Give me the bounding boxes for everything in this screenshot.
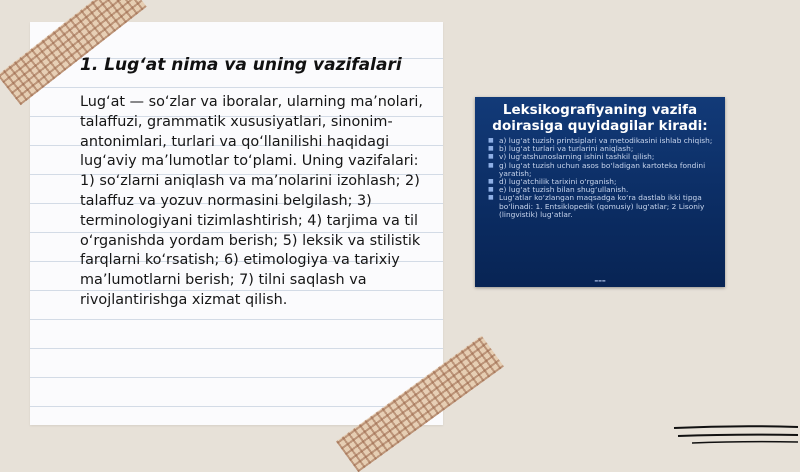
slide-bullet-item — [488, 193, 717, 219]
slide-footer-mark: ▬▬▬ — [594, 278, 606, 283]
slide-bullet-text: Lug‘atlar ko‘zlangan maqsadga ko‘ra dastlab ikki tipga bo‘linadi: 1. Entsiklopedik (qomusiy) lug‘atlar; 2 Lisoniy (lingvistik) lug‘atlar. — [499, 193, 705, 219]
decor-line-2 — [678, 435, 798, 436]
slide-title: Leksikografiyaning vazifa doirasiga quyidagilar kiradi: — [492, 102, 708, 134]
section-heading: 1. Lug‘at nima va uning vazifalari — [80, 55, 402, 75]
bullet-icon: ■ — [488, 194, 494, 202]
slide-bullet-text: v) lug‘atshunoslarning ishini tashkil qilish; — [499, 152, 655, 162]
slide-bullet-item — [488, 160, 717, 178]
bullet-icon: ■ — [488, 186, 494, 194]
decor-line-3 — [692, 442, 798, 443]
bullet-icon: ■ — [488, 161, 494, 169]
bullet-icon: ■ — [488, 137, 494, 144]
bullet-icon: ■ — [488, 153, 494, 161]
bullet-icon: ■ — [488, 145, 494, 153]
slide-bullet-text: b) lug‘at turlari va turlarini aniqlash; — [499, 144, 634, 154]
slide-bullet-text: e) lug‘at tuzish bilan shug‘ullanish. — [499, 185, 629, 195]
slide-bullet-text: d) lug‘atchilik tarixini o‘rganish; — [499, 177, 617, 187]
decor-line-1 — [674, 426, 798, 428]
bullet-icon: ■ — [488, 178, 494, 186]
definition-paragraph: Lug‘at — so‘zlar va iboralar, ularning ma’nolari, talaffuzi, grammatik xususiyatlari, sinonim-antonimlari, turlari va qo‘llanilishi haqidagi lug‘aviy ma’lumotlar to‘plami. Uning vazifalari: 1) so‘zlarni aniqlash va ma’nolarini izohlash; 2) talaffuz va yozuv normasini belgilash; 3) terminologiyani tizimlashtirish; 4) tarjima va til o‘rganishda yordam berish; 5) leksik va stilistik farqlarni ko‘rsatish; 6) etimologiya va tarixiy ma’lumotlarni berish; 7) tilni saqlash va rivojlantirishga xizmat qilish. — [80, 94, 423, 308]
slide-bullet-list — [475, 137, 725, 219]
decorative-lines — [672, 422, 800, 446]
slide-bullet-text: a) lug‘at tuzish printsiplari va metodikasini ishlab chiqish; — [499, 136, 713, 145]
slide-thumbnail — [475, 97, 725, 287]
slide-bullet-text: g) lug‘at tuzish uchun asos bo‘ladigan kartoteka fondini yaratish; — [499, 160, 706, 178]
